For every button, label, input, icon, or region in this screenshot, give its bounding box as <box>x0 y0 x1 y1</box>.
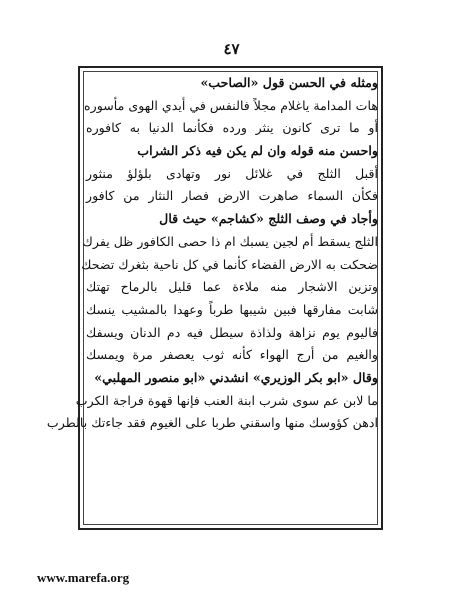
verse-line: أو ما ترى كانون ينثر ورده فكأنما الدنيا به كافوره <box>86 120 378 136</box>
source-url[interactable]: www.marefa.org <box>37 570 130 585</box>
verse-line: هات المدامة ياغلام مجلاً فالنفس في أيدي الهوى مأسوره <box>84 97 378 113</box>
text-line: ومثله في الحسن قول «الصاحب» <box>200 75 378 90</box>
verse-line: ادهن كؤوسك منها واسقني طربا على الغيوم فقد جاءتك بالطرب <box>46 415 378 431</box>
verse-line: وتزين الاشجار منه ملاءة عما قليل بالرماح تهتك <box>86 279 378 295</box>
verse-line: فكأن السماء صاهرت الارض فصار النثار من كافور <box>86 188 378 204</box>
page-number: ٤٧ <box>223 40 240 58</box>
text-line: وأجاد في وصف الثلج «كشاجم» حيث قال <box>159 211 378 227</box>
verse-line: والغيم من أرج الهواء كأنه ثوب يعصفر مرة ويمسك <box>86 347 378 363</box>
verse-line: شابت مفارقها فبين شيبها طرباً وعهدا بالمشيب ينسك <box>86 301 378 317</box>
verse-line: ما لابن عم سوى شرب ابنة العنب فإنها قهوة فراجة الكرب <box>75 392 378 408</box>
text-line: وقال «ابو بكر الوزيري» انشدني «ابو منصور المهلبي» <box>94 369 378 385</box>
verse-line: أقبل الثلج في غلائل نور وتهادى بلؤلؤ منثور <box>86 165 378 181</box>
body-text <box>46 72 378 435</box>
verse-line: ضحكت به الارض الفضاء كأنما في كل ناحية بثغرك تضحك <box>81 256 378 272</box>
text-line: واحسن منه قوله وان لم يكن فيه ذكر الشراب <box>137 143 378 159</box>
verse-line: الثلج يسقط أم لجين يسبك ام ذا حصى الكافور ظل يفرك <box>82 233 378 249</box>
verse-line: فاليوم يوم نزاهة ولذاذة سيطل فيه دم الدنان ويسفك <box>86 324 378 340</box>
